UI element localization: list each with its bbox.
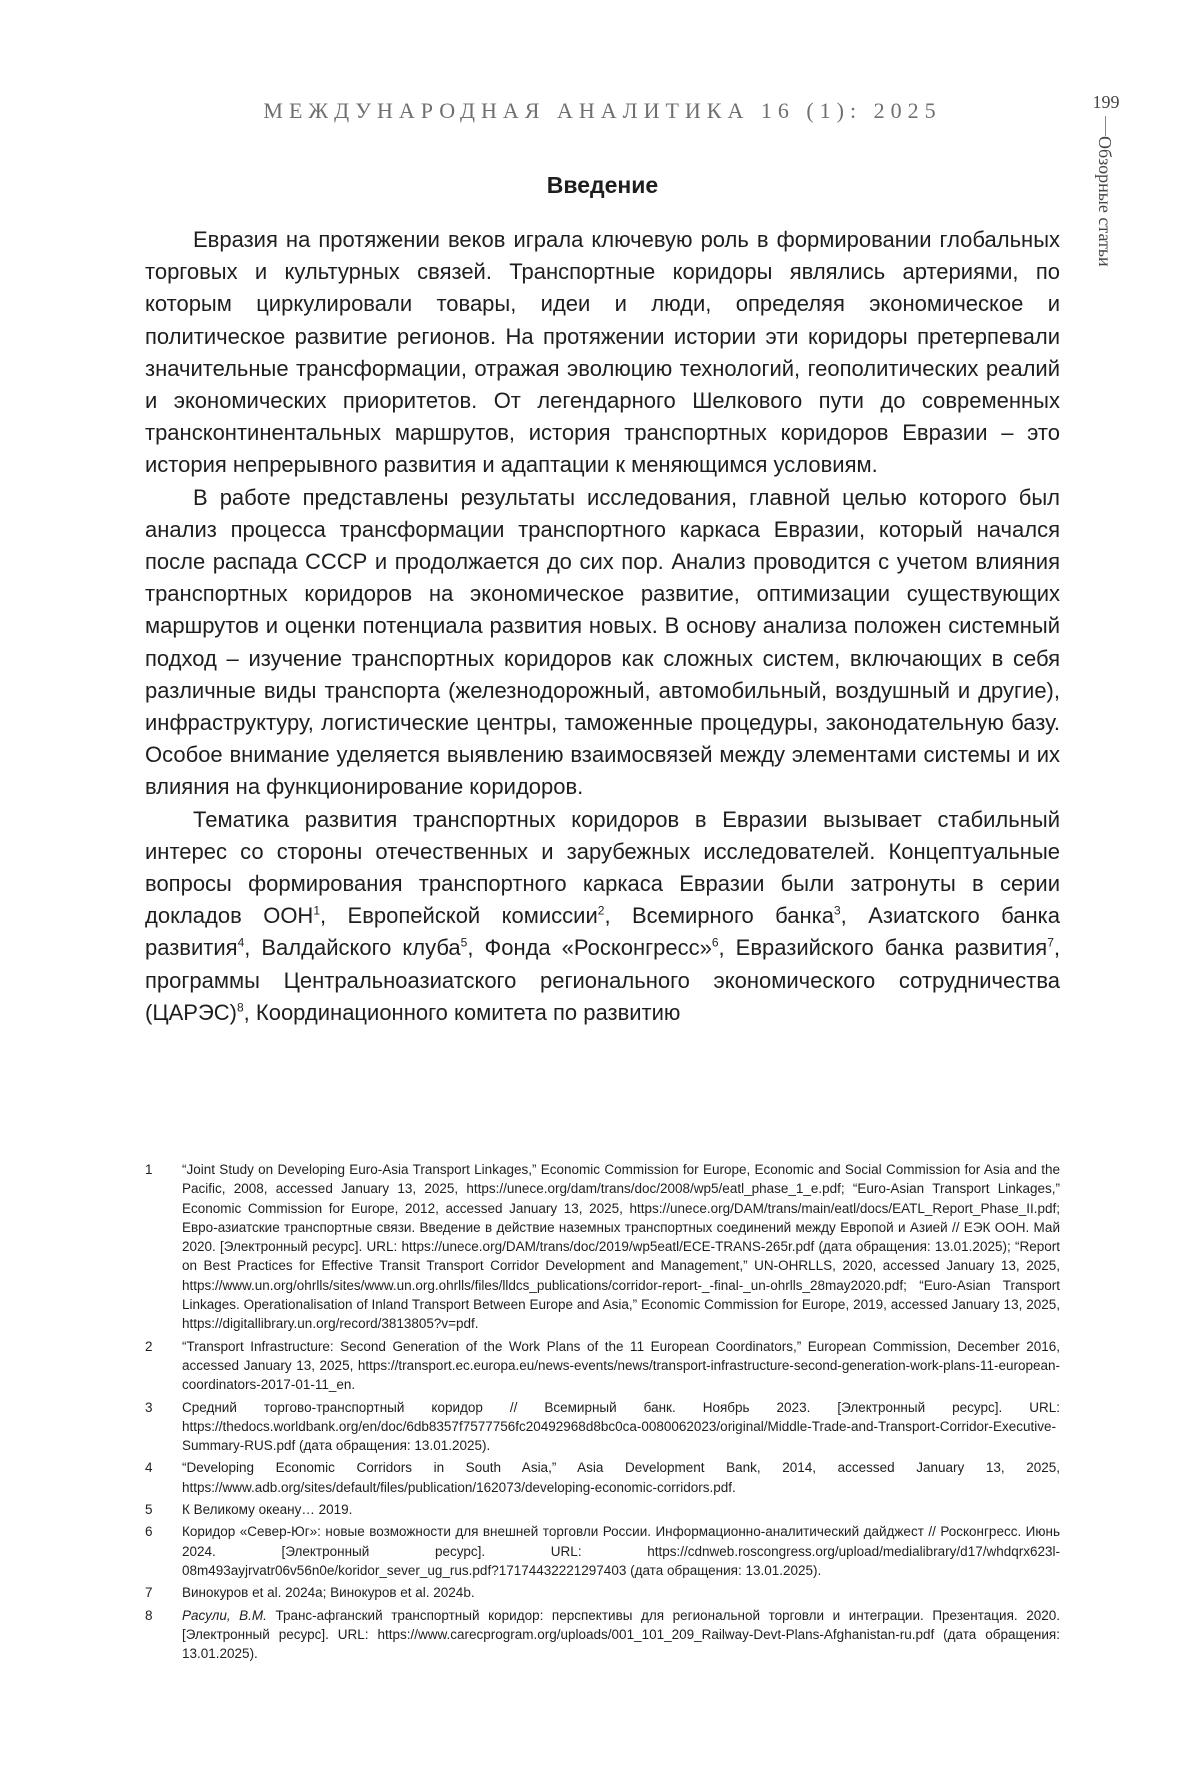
page-number-divider bbox=[1105, 116, 1106, 136]
footnote-citation: Средний торгово-транспортный коридор // Всемирный банк. Ноябрь 2023. [Электронный ресурс]. URL: https://thedocs.worldbank.org/en/doc/6db8357f7577756fc20492968d8bc0ca-0080062023/original/Middle-Trade-and-Transport-Corridor-Executive-Summary-RUS.pdf (дата обращения: 13.01.2025). bbox=[182, 1399, 1060, 1454]
paragraph-text: , Координационного комитета по развитию bbox=[243, 999, 681, 1025]
footnote-reference[interactable]: 2 bbox=[597, 903, 605, 918]
paragraph-text: , программы Центральноазиатского регионального экономического сотрудничества (ЦАРЭС) bbox=[145, 935, 1060, 1025]
footnote-citation: Коридор «Север-Юг»: новые возможности для внешней торговли России. Информационно-аналитический дайджест // Росконгресс. Июнь 2024. [Электронный ресурс]. URL: https://cdnweb.roscongress.org/upload/medialibrary/d17/whdqrx623l08m493ayjrvatr06v56n0e/koridor_sever_ug_rus.pdf?17174432221297403 (дата обращения: 13.01.2025). bbox=[182, 1524, 1060, 1578]
page-number: 199 bbox=[1092, 92, 1120, 112]
footnote-citation: “Transport Infrastructure: Second Generation of the Work Plans of the 11 European Coordinators,” European Commission, December 2016, accessed January 13, 2025, https://transport.ec.europa.eu/news-events/news/transport-infrastructure-second-generation-work-plans-11-european-coordinators-2017-01-11_en. bbox=[182, 1338, 1060, 1393]
footnote-text bbox=[182, 1337, 1060, 1395]
footnote-reference[interactable]: 8 bbox=[236, 1000, 244, 1015]
footnote-number: 6 bbox=[145, 1524, 153, 1540]
footnote-number: 4 bbox=[145, 1460, 153, 1476]
footnote bbox=[145, 1160, 1060, 1334]
footnote bbox=[145, 1458, 1060, 1497]
paragraph-text: , Азиатского банка развития bbox=[145, 903, 1060, 961]
paragraph-text: Тематика развития транспортных коридоров в Евразии вызывает стабильный интерес со стороны отечественных и зарубежных исследователей. Концептуальные вопросы формирования транспортного каркаса Евразии были затронуты в серии докладов ООН bbox=[145, 806, 1060, 929]
footnote bbox=[145, 1337, 1060, 1395]
footnote-number: 7 bbox=[145, 1585, 153, 1601]
footnote-text bbox=[182, 1398, 1060, 1456]
running-head: МЕЖДУНАРОДНАЯ АНАЛИТИКА 16 (1): 2025 bbox=[263, 98, 942, 123]
body-paragraph bbox=[145, 224, 1060, 482]
footnote-citation: “Developing Economic Corridors in South Asia,” Asia Development Bank, 2014, accessed January 13, 2025, https://www.adb.org/sites/default/files/publication/162073/developing-economic-corridors.pdf. bbox=[182, 1460, 1060, 1495]
footnote-number: 8 bbox=[145, 1607, 153, 1623]
paragraph-text: , Евразийского банка развития bbox=[718, 935, 1048, 961]
footnote-number: 5 bbox=[145, 1502, 153, 1518]
footnote-reference[interactable]: 6 bbox=[711, 936, 719, 951]
footnote bbox=[145, 1522, 1060, 1580]
footnote-reference[interactable]: 5 bbox=[460, 936, 468, 951]
footnote-citation: “Joint Study on Developing Euro-Asia Transport Linkages,” Economic Commission for Europe, Economic and Social Commission for Asia and the Pacific, 2008, accessed January 13, 2025, https://unece.org/dam/trans/doc/2008/wp5/eatl_phase_1_e.pdf; “Euro-Asian Transport Linkages,” Economic Commission for Europe, 2012, accessed January 13, 2025, https://unece.org/DAM/trans/main/eatl/docs/EATL_Report_Phase_II.pdf; Евро-азиатские транспортные связи. Введение в действие наземных транспортных соединений между Европой и Азией // ЕЭК ООН. Май 2020. [Электронный ресурс]. URL: https://unece.org/DAM/trans/doc/2019/wp5eatl/ECE-TRANS-265r.pdf (дата обращения: 13.01.2025); “Report on Best Practices for Effective Transit Transport Corridor Development and Management,” UN-OHRLLS, 2020, accessed January 13, 2025, https://www.un.org/ohrlls/sites/www.un.org.ohrlls/files/lldcs_publications/corridor-report-_-final-_un-ohrlls_28may2020.pdf; “Euro-Asian Transport Linkages. Operationalisation of Inland Transport Between Europe and Asia,” Economic Commission for Europe, 2019, accessed January 13, 2025, https://digitallibrary.un.org/record/3813805?v=pdf. bbox=[182, 1162, 1060, 1332]
paragraph-text: В работе представлены результаты исследования, главной целью которого был анализ процесса трансформации транспортного каркаса Евразии, который начался после распада СССР и продолжается до сих пор. Анализ проводится с учетом влияния транспортных коридоров на экономическое развитие, оптимизации существующих маршрутов и оценки потенциала развития новых. В основу анализа положен системный подход – изучение транспортных коридоров как сложных систем, включающих в себя различные виды транспорта (железнодорожный, автомобильный, воздушный и другие), инфраструктуру, логистические центры, таможенные процедуры, законодательную базу. Особое внимание уделяется выявлению взаимосвязей между элементами системы и их влияния на функционирование коридоров. bbox=[145, 484, 1060, 800]
body-text bbox=[145, 224, 1060, 1029]
footnote bbox=[145, 1500, 1060, 1519]
footnote-text bbox=[182, 1606, 1060, 1664]
section-label: Обзорные статьи bbox=[1095, 136, 1115, 267]
footnote-citation: Транс-афганский транспортный коридор: перспективы для региональной торговли и интеграции. Презентация. 2020. [Электронный ресурс]. URL: https://www.carecprogram.org/uploads/001_101_209_Railway-Devt-Plans-Afghanistan-ru.pdf (дата обращения: 13.01.2025). bbox=[182, 1607, 1060, 1662]
paragraph-text: , Валдайского клуба bbox=[244, 935, 461, 961]
footnote-reference[interactable]: 1 bbox=[313, 903, 321, 918]
footnote-text bbox=[182, 1160, 1060, 1334]
paragraph-text: , Европейской комиссии bbox=[320, 903, 598, 929]
footnote-citation: К Великому океану… 2019. bbox=[182, 1502, 353, 1518]
footnote bbox=[145, 1583, 1060, 1602]
paragraph-text: , Фонда «Росконгресс» bbox=[467, 935, 712, 961]
footnotes bbox=[145, 1160, 1060, 1666]
footnote-reference[interactable]: 3 bbox=[833, 903, 841, 918]
paragraph-text: Евразия на протяжении веков играла ключевую роль в формировании глобальных торговых и культурных связей. Транспортные коридоры являлись артериями, по которым циркулировали товары, идеи и люди, определяя экономическое и политическое развитие регионов. На протяжении истории эти коридоры претерпевали значительные трансформации, отражая эволюцию технологий, геополитических реалий и экономических приоритетов. От легендарного Шелкового пути до современных трансконтинентальных маршрутов, история транспортных коридоров Евразии – это история непрерывного развития и адаптации к меняющимся условиям. bbox=[145, 227, 1060, 478]
footnote-number: 1 bbox=[145, 1162, 153, 1177]
footnote-reference[interactable]: 4 bbox=[237, 936, 245, 951]
footnote bbox=[145, 1398, 1060, 1456]
footnote-number: 2 bbox=[145, 1338, 153, 1354]
footnote-text bbox=[182, 1522, 1060, 1580]
footnote-reference[interactable]: 7 bbox=[1047, 936, 1054, 951]
footnote-text bbox=[182, 1500, 1060, 1519]
footnote-author: Расули, В.М. bbox=[182, 1607, 267, 1623]
paragraph-text: , Всемирного банка bbox=[604, 903, 834, 929]
footnote-text bbox=[182, 1583, 1060, 1602]
footnote-number: 3 bbox=[145, 1399, 153, 1415]
body-paragraph bbox=[145, 482, 1060, 804]
footnote-citation: Винокуров et al. 2024a; Винокуров et al. 2024b. bbox=[182, 1585, 475, 1601]
section-title: Введение bbox=[546, 172, 659, 198]
body-paragraph bbox=[145, 804, 1060, 1029]
footnote-text bbox=[182, 1458, 1060, 1497]
footnote bbox=[145, 1606, 1060, 1664]
